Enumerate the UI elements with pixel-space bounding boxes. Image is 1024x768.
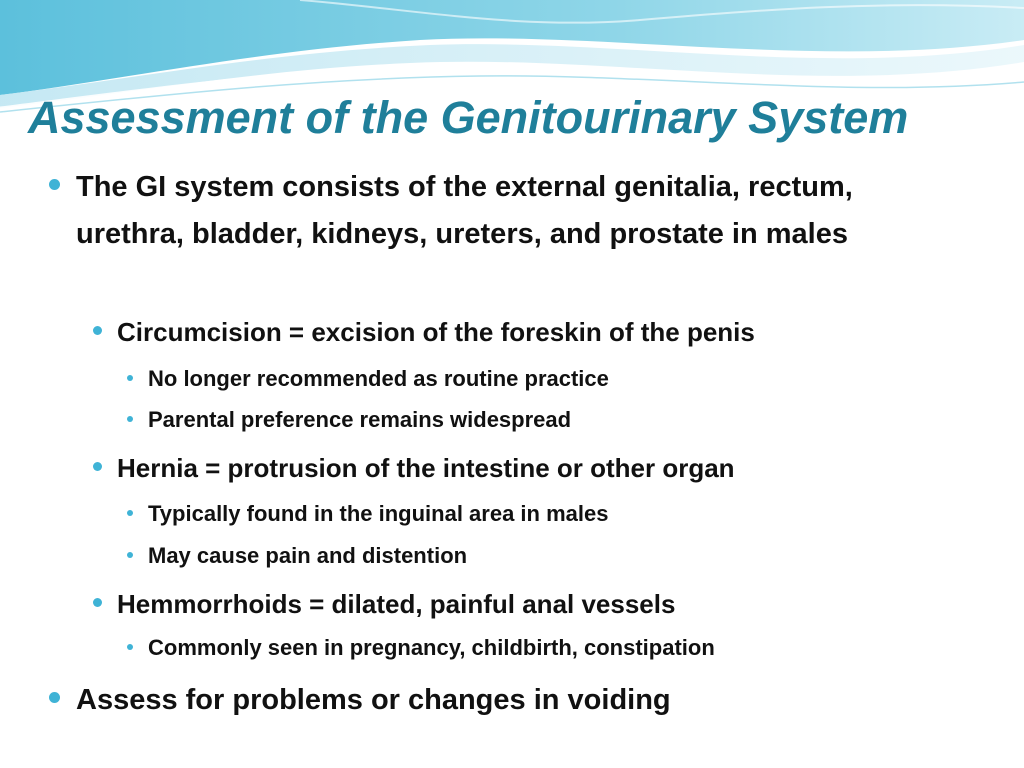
bullet-dot-icon	[127, 375, 133, 381]
bullet-text: The GI system consists of the external genitalia, rectum, urethra, bladder, kidneys, ureters, and prostate in males	[76, 171, 853, 250]
sub-sub-bullet-item	[148, 405, 988, 435]
bullet-text: Parental preference remains widespread	[148, 407, 572, 432]
sub-bullet-item	[117, 450, 977, 486]
sub-bullet-item	[117, 314, 977, 350]
bullet-dot-icon	[49, 692, 60, 703]
bullet-text: May cause pain and distention	[148, 543, 468, 568]
bullet-text: Hemmorrhoids = dilated, painful anal vessels	[117, 589, 676, 619]
bullet-text: Hernia = protrusion of the intestine or other organ	[117, 453, 735, 483]
sub-sub-bullet-item	[148, 633, 988, 663]
bullet-text: No longer recommended as routine practice	[148, 366, 609, 391]
sub-bullet-item	[117, 586, 977, 622]
bullet-item	[76, 677, 956, 724]
bullet-dot-icon	[93, 598, 102, 607]
bullet-item	[76, 164, 956, 258]
bullet-text: Typically found in the inguinal area in males	[148, 501, 609, 526]
bullet-dot-icon	[127, 416, 133, 422]
sub-sub-bullet-item	[148, 499, 988, 529]
bullet-dot-icon	[93, 326, 102, 335]
bullet-dot-icon	[127, 552, 133, 558]
bullet-text: Commonly seen in pregnancy, childbirth, constipation	[148, 635, 715, 660]
sub-sub-bullet-item	[148, 541, 988, 571]
bullet-text: Circumcision = excision of the foreskin of the penis	[117, 317, 755, 347]
bullet-dot-icon	[49, 179, 60, 190]
slide-title: Assessment of the Genitourinary System	[28, 92, 909, 143]
bullet-dot-icon	[93, 462, 102, 471]
bullet-text: Assess for problems or changes in voiding	[76, 684, 671, 716]
bullet-dot-icon	[127, 510, 133, 516]
sub-sub-bullet-item	[148, 364, 988, 394]
bullet-dot-icon	[127, 644, 133, 650]
